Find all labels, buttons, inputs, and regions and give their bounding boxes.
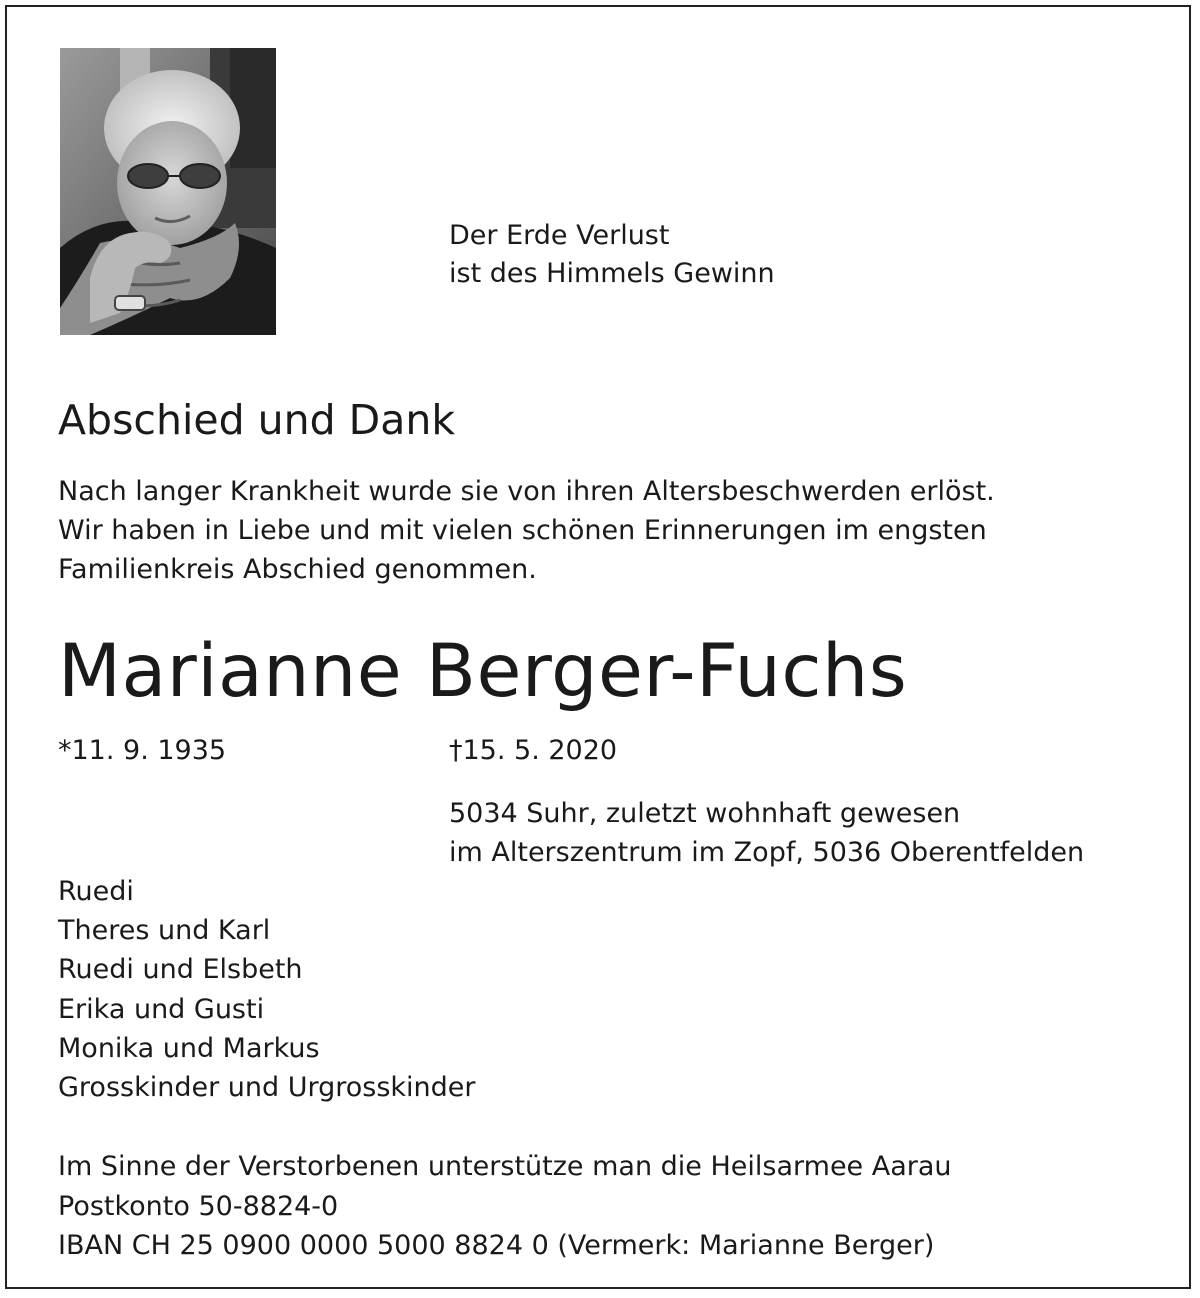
donation-info — [58, 1147, 952, 1266]
residence-line: 5034 Suhr, zuletzt wohnhaft gewesen — [449, 798, 961, 829]
motto-line: ist des Himmels Gewinn — [449, 258, 775, 289]
intro-paragraph — [58, 472, 995, 589]
residence-info — [449, 794, 1084, 872]
section-heading: Abschied und Dank — [58, 396, 456, 444]
portrait-photo — [60, 48, 276, 335]
deceased-name: Marianne Berger-Fuchs — [58, 629, 908, 714]
mourners-list — [58, 872, 476, 1107]
intro-line: Nach langer Krankheit wurde sie von ihren Altersbeschwerden erlöst. — [58, 476, 995, 507]
memorial-motto — [449, 217, 775, 293]
mourner-item: Theres und Karl — [58, 915, 271, 947]
intro-line: Wir haben in Liebe und mit vielen schönen Erinnerungen im engsten — [58, 515, 987, 546]
mourner-item: Grosskinder und Urgrosskinder — [58, 1072, 476, 1104]
motto-line: Der Erde Verlust — [449, 220, 670, 251]
mourner-item: Ruedi und Elsbeth — [58, 954, 303, 986]
donation-line: Postkonto 50-8824-0 — [58, 1190, 339, 1222]
mourner-item: Monika und Markus — [58, 1032, 320, 1064]
residence-line: im Alterszentrum im Zopf, 5036 Oberentfelden — [449, 837, 1085, 868]
mourner-item: Ruedi — [58, 876, 134, 907]
birth-date: *11. 9. 1935 — [58, 735, 227, 766]
death-date: †15. 5. 2020 — [449, 735, 618, 766]
intro-line: Familienkreis Abschied genommen. — [58, 554, 537, 585]
donation-line: Im Sinne der Verstorbenen unterstütze man die Heilsarmee Aarau — [58, 1151, 952, 1182]
donation-line: IBAN CH 25 0900 0000 5000 8824 0 (Vermerk: Marianne Berger) — [58, 1230, 935, 1261]
mourner-item: Erika und Gusti — [58, 993, 265, 1025]
